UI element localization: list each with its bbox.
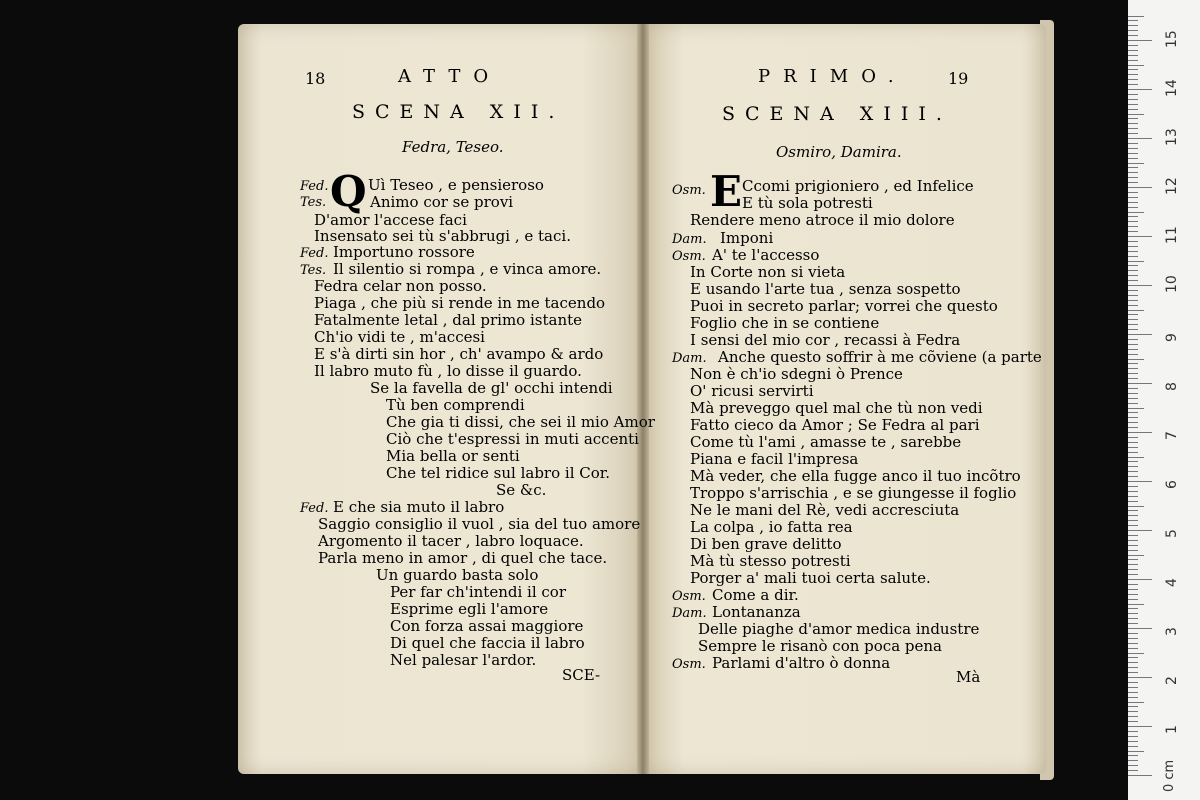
verse-line: Animo cor se provi <box>370 193 514 211</box>
speaker-tag: Fed. <box>300 179 329 194</box>
ruler-tick <box>1128 510 1138 511</box>
ruler-tick <box>1128 677 1152 678</box>
ruler-tick <box>1128 643 1138 644</box>
ruler-tick <box>1128 212 1144 213</box>
speaker-tag: Dam. <box>672 232 707 247</box>
ruler-tick <box>1128 555 1144 556</box>
ruler-tick <box>1128 520 1138 521</box>
ruler-tick <box>1128 300 1138 301</box>
ruler-tick <box>1128 373 1138 374</box>
ruler-tick <box>1128 623 1138 624</box>
ruler-tick <box>1128 692 1138 693</box>
scene-title-left: SCENA XII. <box>352 101 565 123</box>
ruler-tick <box>1128 687 1138 688</box>
ruler-number: 6 <box>1164 480 1180 489</box>
ruler-tick <box>1128 99 1138 100</box>
ruler-tick <box>1128 172 1138 173</box>
ruler-tick <box>1128 226 1138 227</box>
ruler-tick <box>1128 339 1138 340</box>
speaker-tag: Osm. <box>672 589 706 604</box>
verse-line: Mà preveggo quel mal che tù non vedi <box>690 399 983 417</box>
measurement-ruler <box>1128 0 1200 800</box>
ruler-tick <box>1128 760 1138 761</box>
verse-line: Ciò che t'espressi in muti accenti <box>386 430 639 448</box>
verse-line: Delle piaghe d'amor medica industre <box>698 620 980 638</box>
ruler-number: 15 <box>1164 30 1180 48</box>
ruler-tick <box>1128 589 1138 590</box>
ruler-tick <box>1128 192 1138 193</box>
drop-cap-e: E <box>710 167 743 216</box>
ruler-tick <box>1128 667 1138 668</box>
ruler-tick <box>1128 290 1138 291</box>
verse-line: Mà veder, che ella fugge anco il tuo incõtro <box>690 467 1021 485</box>
ruler-number: 13 <box>1164 128 1180 146</box>
ruler-tick <box>1128 256 1138 257</box>
verse-line: Anche questo soffrir à me cõviene (a parte <box>718 348 1042 366</box>
running-head-right: PRIMO. <box>758 66 907 87</box>
ruler-unit: 0 cm <box>1162 759 1177 792</box>
ruler-tick <box>1128 20 1138 21</box>
verse-line: Per far ch'intendi il cor <box>390 583 567 601</box>
verse-line: O' ricusi servirti <box>690 382 814 400</box>
ruler-number: 10 <box>1164 275 1180 293</box>
ruler-tick <box>1128 138 1152 139</box>
ruler-tick <box>1128 461 1138 462</box>
ruler-tick <box>1128 265 1138 266</box>
ruler-tick <box>1128 716 1138 717</box>
ruler-tick <box>1128 334 1152 335</box>
ruler-tick <box>1128 466 1138 467</box>
speaker-tag: Fed. <box>300 501 329 516</box>
scene-title-right: SCENA XIII. <box>722 103 952 125</box>
ruler-tick <box>1128 40 1152 41</box>
ruler-tick <box>1128 447 1138 448</box>
ruler-number: 3 <box>1164 627 1180 636</box>
ruler-tick <box>1128 128 1138 129</box>
verse-line: La colpa , io fatta rea <box>690 518 853 536</box>
ruler-tick <box>1128 65 1144 66</box>
verse-line: Parla meno in amor , di quel che tace. <box>318 549 608 567</box>
book-gutter <box>637 24 649 774</box>
speaker-tag: Osm. <box>672 657 706 672</box>
ruler-tick <box>1128 74 1138 75</box>
ruler-tick <box>1128 594 1138 595</box>
ruler-number: 14 <box>1164 79 1180 97</box>
ruler-tick <box>1128 613 1138 614</box>
verse-line: Imponi <box>720 229 774 247</box>
ruler-tick <box>1128 221 1138 222</box>
ruler-tick <box>1128 202 1138 203</box>
ruler-tick <box>1128 530 1152 531</box>
ruler-tick <box>1128 545 1138 546</box>
ruler-number: 8 <box>1164 382 1180 391</box>
ruler-tick <box>1128 515 1138 516</box>
verse-line: Fatto cieco da Amor ; Se Fedra al pari <box>690 416 980 434</box>
ruler-tick <box>1128 261 1144 262</box>
ruler-tick <box>1128 476 1138 477</box>
ruler-tick <box>1128 491 1138 492</box>
verse-line: Di quel che faccia il labro <box>390 634 585 652</box>
page-number-left: 18 <box>305 69 326 88</box>
ruler-tick <box>1128 148 1138 149</box>
catchword-right: Mà <box>956 668 981 686</box>
ruler-tick <box>1128 393 1138 394</box>
ruler-tick <box>1128 746 1138 747</box>
ruler-tick <box>1128 182 1138 183</box>
ruler-tick <box>1128 579 1152 580</box>
ruler-tick <box>1128 319 1138 320</box>
ruler-tick <box>1128 550 1138 551</box>
ruler-tick <box>1128 349 1138 350</box>
ruler-tick <box>1128 501 1138 502</box>
ruler-tick <box>1128 608 1138 609</box>
ruler-tick <box>1128 662 1138 663</box>
verse-line: Esprime egli l'amore <box>390 600 549 618</box>
verse-line: E s'à dirti sin hor , ch' avampo & ardo <box>314 345 604 363</box>
speaker-tag: Dam. <box>672 606 707 621</box>
ruler-tick <box>1128 682 1138 683</box>
verse-line: Saggio consiglio il vuol , sia del tuo amore <box>318 515 641 533</box>
verse-line: D'amor l'accese faci <box>314 211 467 229</box>
speaker-tag: Tes. <box>300 195 327 210</box>
ruler-tick <box>1128 540 1138 541</box>
ruler-tick <box>1128 657 1138 658</box>
ruler-tick <box>1128 422 1138 423</box>
verse-line: E che sia muto il labro <box>333 498 505 516</box>
ruler-tick <box>1128 177 1138 178</box>
verse-line: Puoi in secreto parlar; vorrei che questo <box>690 297 998 315</box>
speaker-tag: Dam. <box>672 351 707 366</box>
ruler-tick <box>1128 726 1152 727</box>
ruler-tick <box>1128 417 1138 418</box>
verse-line: Ch'io vidi te , m'accesi <box>314 328 485 346</box>
verse-line: Il silentio si rompa , e vinca amore. <box>333 260 602 278</box>
ruler-tick <box>1128 94 1138 95</box>
ruler-tick <box>1128 648 1138 649</box>
verse-line: Importuno rossore <box>333 243 475 261</box>
ruler-tick <box>1128 408 1144 409</box>
ruler-tick <box>1128 633 1138 634</box>
ruler-tick <box>1128 711 1138 712</box>
verse-line: Sempre le risanò con poca pena <box>698 637 942 655</box>
verse-line: Insensato sei tù s'abbrugi , e taci. <box>314 227 571 245</box>
ruler-tick <box>1128 368 1138 369</box>
ruler-tick <box>1128 285 1152 286</box>
ruler-tick <box>1128 442 1138 443</box>
ruler-number: 4 <box>1164 578 1180 587</box>
ruler-tick <box>1128 471 1138 472</box>
ruler-tick <box>1128 55 1138 56</box>
ruler-tick <box>1128 197 1138 198</box>
speaker-tag: Tes. <box>300 263 327 278</box>
ruler-tick <box>1128 628 1152 629</box>
ruler-tick <box>1128 736 1138 737</box>
verse-line: Se &c. <box>496 481 547 499</box>
verse-line: Rendere meno atroce il mio dolore <box>690 211 955 229</box>
verse-line: Ccomi prigioniero , ed Infelice <box>742 177 974 195</box>
ruler-tick <box>1128 241 1138 242</box>
ruler-tick <box>1128 69 1138 70</box>
ruler-tick <box>1128 295 1138 296</box>
ruler-tick <box>1128 280 1138 281</box>
ruler-tick <box>1128 775 1152 776</box>
verse-line: Che gia ti dissi, che sei il mio Amor <box>386 413 655 431</box>
ruler-number: 12 <box>1164 177 1180 195</box>
ruler-number: 5 <box>1164 529 1180 538</box>
ruler-tick <box>1128 412 1138 413</box>
ruler-tick <box>1128 104 1138 105</box>
ruler-tick <box>1128 216 1138 217</box>
ruler-tick <box>1128 310 1144 311</box>
ruler-tick <box>1128 378 1138 379</box>
verse-line: Mia bella or senti <box>386 447 520 465</box>
ruler-tick <box>1128 638 1138 639</box>
speaker-tag: Osm. <box>672 183 706 198</box>
catchword-left: SCE- <box>562 666 601 684</box>
verse-line: Tù ben comprendi <box>386 396 525 414</box>
ruler-tick <box>1128 163 1144 164</box>
verse-line: Un guardo basta solo <box>376 566 539 584</box>
ruler-tick <box>1128 275 1138 276</box>
verse-line: Che tel ridice sul labro il Cor. <box>386 464 611 482</box>
verse-line: E usando l'arte tua , senza sospetto <box>690 280 961 298</box>
ruler-tick <box>1128 246 1138 247</box>
ruler-tick <box>1128 187 1152 188</box>
verse-line: Foglio che in se contiene <box>690 314 880 332</box>
ruler-tick <box>1128 251 1138 252</box>
ruler-tick <box>1128 89 1152 90</box>
running-head-left: ATTO <box>398 66 502 87</box>
speaker-tag: Osm. <box>672 249 706 264</box>
verse-line: Troppo s'arrischia , e se giungesse il foglio <box>690 484 1017 502</box>
ruler-tick <box>1128 133 1138 134</box>
ruler-tick <box>1128 270 1138 271</box>
verse-line: A' te l'accesso <box>712 246 820 264</box>
page-number-right: 19 <box>948 69 969 88</box>
verse-line: Se la favella de gl' occhi intendi <box>370 379 613 397</box>
verse-line: Piana e facil l'impresa <box>690 450 859 468</box>
ruler-tick <box>1128 231 1138 232</box>
ruler-tick <box>1128 314 1138 315</box>
ruler-tick <box>1128 30 1138 31</box>
verse-line: Come tù l'ami , amasse te , sarebbe <box>690 433 962 451</box>
ruler-tick <box>1128 114 1144 115</box>
ruler-tick <box>1128 359 1144 360</box>
verse-line: I sensi del mio cor , recassi à Fedra <box>690 331 961 349</box>
ruler-tick <box>1128 731 1138 732</box>
ruler-tick <box>1128 770 1138 771</box>
ruler-tick <box>1128 721 1138 722</box>
ruler-tick <box>1128 109 1138 110</box>
ruler-tick <box>1128 427 1138 428</box>
ruler-tick <box>1128 329 1138 330</box>
ruler-tick <box>1128 564 1138 565</box>
verse-line: Mà tù stesso potresti <box>690 552 851 570</box>
ruler-tick <box>1128 432 1152 433</box>
ruler-tick <box>1128 50 1138 51</box>
ruler-number: 9 <box>1164 333 1180 342</box>
ruler-tick <box>1128 437 1138 438</box>
verse-line: Lontananza <box>712 603 801 621</box>
ruler-tick <box>1128 16 1144 17</box>
ruler-tick <box>1128 236 1152 237</box>
ruler-number: 2 <box>1164 676 1180 685</box>
ruler-tick <box>1128 481 1152 482</box>
verse-line: Fatalmente letal , dal primo istante <box>314 311 583 329</box>
ruler-tick <box>1128 158 1138 159</box>
ruler-tick <box>1128 305 1138 306</box>
verse-line: Con forza assai maggiore <box>390 617 584 635</box>
ruler-tick <box>1128 653 1144 654</box>
verse-line: Come a dir. <box>712 586 799 604</box>
ruler-tick <box>1128 496 1138 497</box>
verse-line: Uì Teseo , e pensieroso <box>368 176 544 194</box>
ruler-tick <box>1128 60 1138 61</box>
verse-line: Nel palesar l'ardor. <box>390 651 537 669</box>
ruler-tick <box>1128 79 1138 80</box>
verse-line: Ne le mani del Rè, vedi accresciuta <box>690 501 960 519</box>
ruler-tick <box>1128 535 1138 536</box>
ruler-tick <box>1128 45 1138 46</box>
verse-line: Argomento il tacer , labro loquace. <box>318 532 584 550</box>
ruler-tick <box>1128 569 1138 570</box>
ruler-tick <box>1128 486 1138 487</box>
ruler-tick <box>1128 153 1138 154</box>
characters-right: Osmiro, Damira. <box>776 143 902 161</box>
ruler-tick <box>1128 207 1138 208</box>
ruler-tick <box>1128 118 1138 119</box>
ruler-tick <box>1128 25 1138 26</box>
verse-line: Parlami d'altro ò donna <box>712 654 891 672</box>
ruler-tick <box>1128 559 1138 560</box>
drop-cap-q: Q <box>330 167 367 216</box>
ruler-tick <box>1128 403 1138 404</box>
ruler-tick <box>1128 388 1138 389</box>
ruler-tick <box>1128 506 1144 507</box>
ruler-number: 1 <box>1164 725 1180 734</box>
ruler-tick <box>1128 167 1138 168</box>
ruler-tick <box>1128 143 1138 144</box>
verse-line: Piaga , che più si rende in me tacendo <box>314 294 606 312</box>
ruler-tick <box>1128 697 1138 698</box>
ruler-tick <box>1128 751 1144 752</box>
ruler-tick <box>1128 123 1138 124</box>
ruler-tick <box>1128 344 1138 345</box>
ruler-tick <box>1128 672 1138 673</box>
ruler-tick <box>1128 574 1138 575</box>
verse-line: E tù sola potresti <box>742 194 873 212</box>
verse-line: Il labro muto fù , lo disse il guardo. <box>314 362 582 380</box>
speaker-tag: Fed. <box>300 246 329 261</box>
characters-left: Fedra, Teseo. <box>402 138 504 156</box>
ruler-tick <box>1128 354 1138 355</box>
ruler-tick <box>1128 706 1138 707</box>
verse-line: In Corte non si vieta <box>690 263 846 281</box>
ruler-tick <box>1128 324 1138 325</box>
ruler-tick <box>1128 765 1138 766</box>
ruler-tick <box>1128 398 1138 399</box>
ruler-tick <box>1128 741 1138 742</box>
verse-line: Di ben grave delitto <box>690 535 842 553</box>
verse-line: Non è ch'io sdegni ò Prence <box>690 365 903 383</box>
ruler-tick <box>1128 35 1138 36</box>
ruler-tick <box>1128 599 1138 600</box>
ruler-tick <box>1128 584 1138 585</box>
ruler-tick <box>1128 84 1138 85</box>
verse-line: Fedra celar non posso. <box>314 277 487 295</box>
ruler-tick <box>1128 383 1152 384</box>
ruler-tick <box>1128 755 1138 756</box>
ruler-tick <box>1128 363 1138 364</box>
ruler-tick <box>1128 702 1144 703</box>
ruler-tick <box>1128 525 1138 526</box>
verse-line: Porger a' mali tuoi certa salute. <box>690 569 931 587</box>
ruler-tick <box>1128 452 1138 453</box>
ruler-tick <box>1128 604 1144 605</box>
ruler-tick <box>1128 618 1138 619</box>
ruler-tick <box>1128 457 1144 458</box>
ruler-number: 7 <box>1164 431 1180 440</box>
ruler-number: 11 <box>1164 226 1180 244</box>
